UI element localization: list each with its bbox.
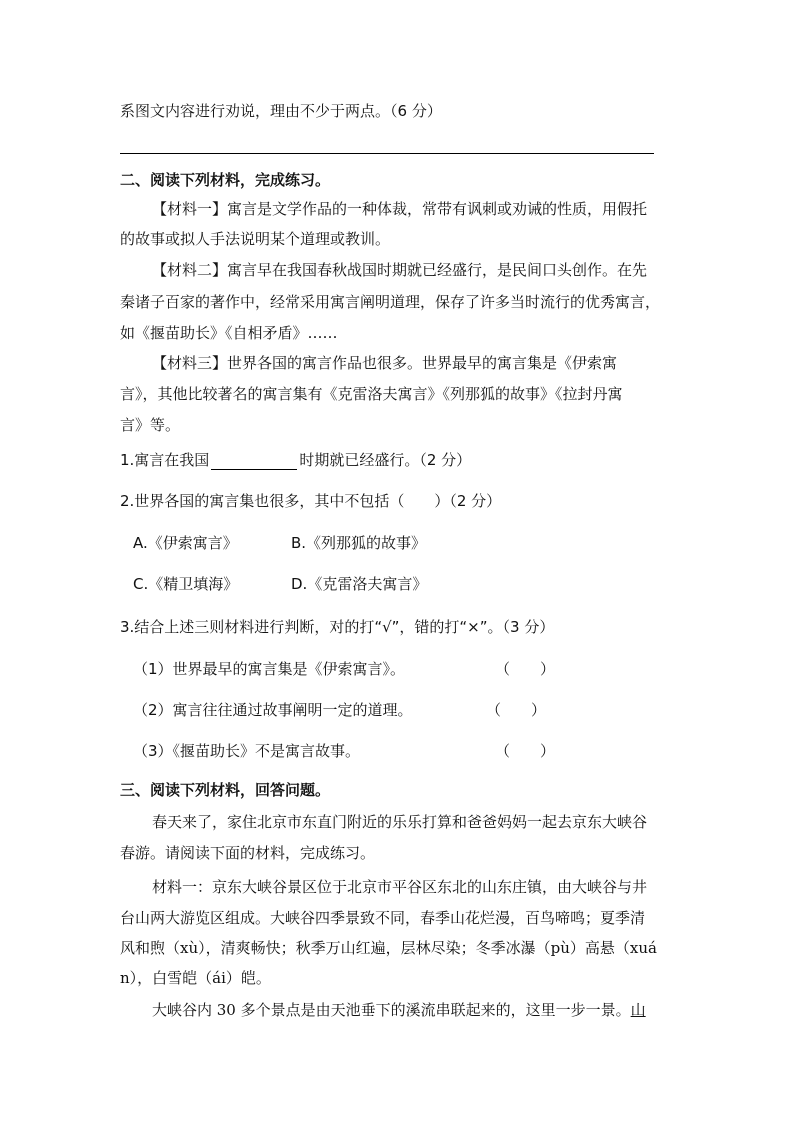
judgment-3: （3）《揠苗助长》不是寓言故事。 xyxy=(133,742,361,760)
question-1-suffix: 时期就已经盛行。（2 分） xyxy=(299,451,472,469)
paragraph-3-line-1 xyxy=(152,1000,646,1020)
question-1-prefix: 1.寓言在我国 xyxy=(120,451,210,469)
option-a[interactable]: A.《伊索寓言》 xyxy=(133,534,238,552)
judgment-2: （2）寓言往往通过故事阐明一定的道理。 xyxy=(133,701,413,719)
intro-line-2: 春游。请阅读下面的材料，完成练习。 xyxy=(120,844,376,862)
material-2-line-1: 【材料二】寓言早在我国春秋战国时期就已经盛行，是民间口头创作。在先 xyxy=(152,261,648,279)
material-2-line-3: 如《揠苗助长》《自相矛盾》…… xyxy=(120,324,338,342)
material-one-line-4: n），白雪皑（ái）皑。 xyxy=(120,969,271,987)
material-3-line-2: 言》，其他比较著名的寓言集有《克雷洛夫寓言》《列那狐的故事》《拉封丹寓 xyxy=(120,385,623,403)
question-1-blank[interactable] xyxy=(211,453,297,470)
question-1 xyxy=(120,450,471,470)
question-2: 2.世界各国的寓言集也很多，其中不包括（ ）（2 分） xyxy=(120,492,502,510)
judgment-2-answer-box[interactable]: （ ） xyxy=(486,701,547,719)
judgment-1: （1）世界最早的寓言集是《伊索寓言》。 xyxy=(133,660,406,678)
material-one-line-3: 风和煦（xù），清爽畅快；秋季万山红遍，层林尽染；冬季冰瀑（pù）高悬（xuá xyxy=(120,939,657,957)
judgment-1-answer-box[interactable]: （ ） xyxy=(495,660,556,678)
paragraph-3-underlined-char: 山 xyxy=(630,1001,646,1019)
material-3-line-3: 言》等。 xyxy=(120,416,181,434)
option-c[interactable]: C.《精卫填海》 xyxy=(133,575,239,593)
section-2-heading: 二、阅读下列材料，完成练习。 xyxy=(120,171,331,189)
material-2-line-2: 秦诸子百家的著作中，经常采用寓言阐明道理，保存了许多当时流行的优秀寓言， xyxy=(120,293,661,311)
material-one-line-1: 材料一：京东大峡谷景区位于北京市平谷区东北的山东庄镇，由大峡谷与井 xyxy=(152,878,648,896)
option-b[interactable]: B.《列那狐的故事》 xyxy=(291,534,427,552)
material-1-line-2: 的故事或拟人手法说明某个道理或教训。 xyxy=(120,230,391,248)
previous-question-tail: 系图文内容进行劝说，理由不少于两点。（6 分） xyxy=(120,102,442,120)
material-1-line-1: 【材料一】寓言是文学作品的一种体裁，常带有讽刺或劝诫的性质，用假托 xyxy=(152,200,648,218)
option-d[interactable]: D.《克雷洛夫寓言》 xyxy=(291,575,428,593)
question-3: 3.结合上述三则材料进行判断，对的打“√”，错的打“×”。（3 分） xyxy=(120,618,555,636)
section-3-heading: 三、阅读下列材料，回答问题。 xyxy=(120,781,331,799)
judgment-3-answer-box[interactable]: （ ） xyxy=(495,742,556,760)
material-one-line-2: 台山两大游览区组成。大峡谷四季景致不同，春季山花烂漫，百鸟啼鸣；夏季清 xyxy=(120,909,646,927)
paragraph-3-text: 大峡谷内 30 多个景点是由天池垂下的溪流串联起来的，这里一步一景。 xyxy=(152,1001,631,1019)
intro-line-1: 春天来了，家住北京市东直门附近的乐乐打算和爸爸妈妈一起去京东大峡谷 xyxy=(152,813,648,831)
answer-line[interactable] xyxy=(120,153,654,154)
material-3-line-1: 【材料三】世界各国的寓言作品也很多。世界最早的寓言集是《伊索寓 xyxy=(152,354,618,372)
